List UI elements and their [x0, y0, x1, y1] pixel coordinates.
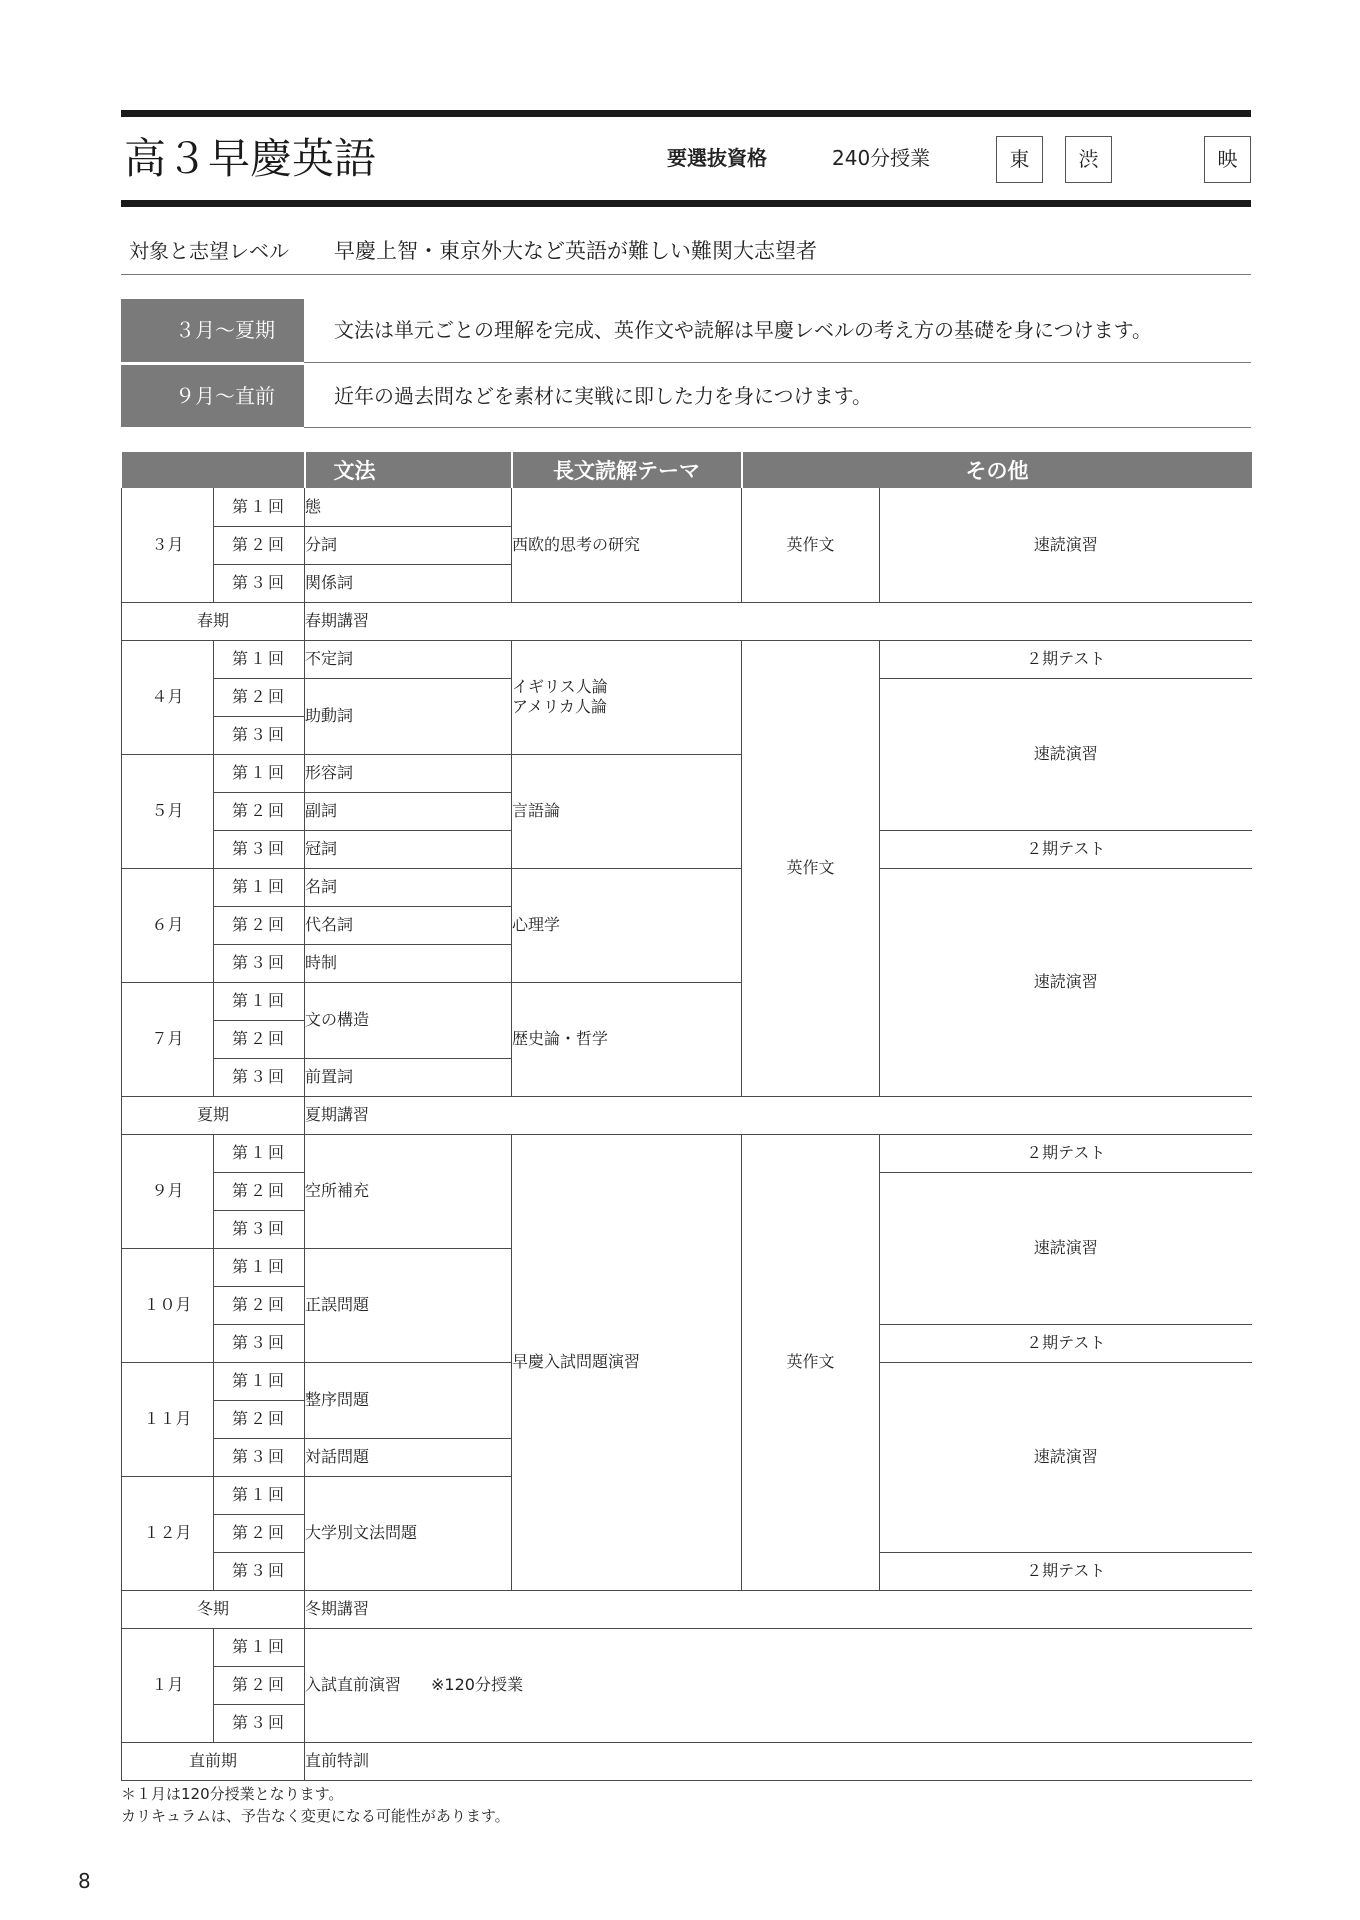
session-cell: 第３回	[214, 944, 305, 982]
composition-cell: 英作文	[742, 1134, 880, 1590]
divider	[304, 427, 1251, 428]
reading-cell: 言語論	[512, 754, 742, 868]
requirement-label: 要選抜資格	[667, 146, 767, 170]
session-cell: 第１回	[214, 1134, 305, 1172]
course-title: 高３早慶英語	[124, 134, 377, 183]
reading-cell	[512, 640, 742, 754]
grammar-cell: 時制	[305, 944, 512, 982]
grammar-cell: 助動詞	[305, 678, 512, 754]
other-cell: ２期テスト	[880, 1324, 1252, 1362]
other-cell: 速読演習	[880, 488, 1252, 602]
footnote: カリキュラムは、予告なく変更になる可能性があります。	[121, 1806, 510, 1825]
title-rule-top	[121, 110, 1251, 117]
grammar-cell: 空所補充	[305, 1134, 512, 1248]
reading-line: イギリス人論	[512, 677, 608, 696]
session-cell: 第２回	[214, 906, 305, 944]
session-cell: 第１回	[214, 1628, 305, 1666]
month-cell: ４月	[122, 640, 214, 754]
header-blank-cell	[122, 452, 305, 488]
other-cell: 速読演習	[880, 868, 1252, 1096]
table-row	[122, 1096, 1252, 1134]
composition-cell: 英作文	[742, 488, 880, 602]
curriculum-table	[121, 452, 1252, 1781]
session-cell: 第１回	[214, 640, 305, 678]
month-cell: ９月	[122, 1134, 214, 1248]
table-row	[122, 1590, 1252, 1628]
grammar-cell: 副詞	[305, 792, 512, 830]
session-cell: 第２回	[214, 1020, 305, 1058]
grammar-cell: 不定詞	[305, 640, 512, 678]
table-row	[122, 1742, 1252, 1780]
session-cell: 第３回	[214, 564, 305, 602]
grammar-cell: 分詞	[305, 526, 512, 564]
month-cell: ５月	[122, 754, 214, 868]
reading-cell: 西欧的思考の研究	[512, 488, 742, 602]
grammar-cell: 正誤問題	[305, 1248, 512, 1362]
session-cell: 第２回	[214, 1400, 305, 1438]
seasonal-course-cell: 春期講習	[305, 602, 1252, 640]
grammar-header: 文法	[305, 452, 512, 488]
seasonal-course-cell: 夏期講習	[305, 1096, 1252, 1134]
divider	[304, 362, 1251, 363]
reading-cell: 歴史論・哲学	[512, 982, 742, 1096]
month-cell: ３月	[122, 488, 214, 602]
other-header: その他	[742, 452, 1252, 488]
reading-header: 長文読解テーマ	[512, 452, 742, 488]
table-header-row	[122, 452, 1252, 488]
table-row	[122, 602, 1252, 640]
grammar-cell: 態	[305, 488, 512, 526]
session-cell: 第１回	[214, 754, 305, 792]
session-cell: 第１回	[214, 982, 305, 1020]
january-note: ※120分授業	[431, 1675, 523, 1694]
session-cell: 第２回	[214, 526, 305, 564]
session-cell: 第３回	[214, 1438, 305, 1476]
other-cell: ２期テスト	[880, 1134, 1252, 1172]
term-cell: 夏期	[122, 1096, 305, 1134]
period-description: 近年の過去問などを素材に実戦に即した力を身につけます。	[334, 384, 872, 408]
session-cell: 第１回	[214, 488, 305, 526]
other-cell: ２期テスト	[880, 1552, 1252, 1590]
seasonal-course-cell: 冬期講習	[305, 1590, 1252, 1628]
month-cell: １月	[122, 1628, 214, 1742]
session-cell: 第１回	[214, 1362, 305, 1400]
other-cell: 速読演習	[880, 1172, 1252, 1324]
table-row	[122, 640, 1252, 678]
footnotes	[121, 1783, 1251, 1827]
grammar-cell: 文の構造	[305, 982, 512, 1058]
campus-badge: 渋	[1065, 136, 1112, 183]
session-cell: 第１回	[214, 1476, 305, 1514]
other-cell: 速読演習	[880, 678, 1252, 830]
session-cell: 第２回	[214, 678, 305, 716]
grammar-cell: 大学別文法問題	[305, 1476, 512, 1590]
table-row	[122, 488, 1252, 526]
term-cell: 春期	[122, 602, 305, 640]
session-cell: 第３回	[214, 1704, 305, 1742]
month-cell: ７月	[122, 982, 214, 1096]
footnote: ＊１月は120分授業となります。	[121, 1784, 344, 1803]
table-row	[122, 1628, 1252, 1666]
session-cell: 第３回	[214, 1552, 305, 1590]
table-row	[122, 1134, 1252, 1172]
month-cell: １２月	[122, 1476, 214, 1590]
grammar-cell: 名詞	[305, 868, 512, 906]
term-cell: 冬期	[122, 1590, 305, 1628]
campus-badge: 東	[996, 136, 1043, 183]
session-cell: 第１回	[214, 868, 305, 906]
grammar-cell: 整序問題	[305, 1362, 512, 1438]
other-cell: ２期テスト	[880, 640, 1252, 678]
term-cell: 直前期	[122, 1742, 305, 1780]
session-cell: 第３回	[214, 1058, 305, 1096]
grammar-cell: 冠詞	[305, 830, 512, 868]
period-label: ９月〜直前	[121, 365, 304, 427]
session-cell: 第３回	[214, 830, 305, 868]
period-label: ３月〜夏期	[121, 299, 304, 362]
seasonal-course-cell: 直前特訓	[305, 1742, 1252, 1780]
session-cell: 第３回	[214, 1210, 305, 1248]
session-cell: 第２回	[214, 1172, 305, 1210]
session-cell: 第２回	[214, 1286, 305, 1324]
target-value: 早慶上智・東京外大など英語が難しい難関大志望者	[334, 239, 817, 263]
session-cell: 第２回	[214, 1666, 305, 1704]
duration-label: 240分授業	[832, 146, 931, 170]
reading-line: アメリカ人論	[512, 697, 607, 716]
title-rule-bottom	[121, 200, 1251, 207]
session-cell: 第３回	[214, 716, 305, 754]
month-cell: １０月	[122, 1248, 214, 1362]
january-course: 入試直前演習	[305, 1675, 402, 1694]
composition-cell: 英作文	[742, 640, 880, 1096]
grammar-cell: 形容詞	[305, 754, 512, 792]
campus-badge: 映	[1204, 136, 1251, 183]
period-description: 文法は単元ごとの理解を完成、英作文や読解は早慶レベルの考え方の基礎を身につけます。	[334, 318, 1152, 342]
month-cell: ６月	[122, 868, 214, 982]
target-label: 対象と志望レベル	[129, 239, 289, 263]
grammar-cell: 前置詞	[305, 1058, 512, 1096]
other-cell: ２期テスト	[880, 830, 1252, 868]
month-cell: １１月	[122, 1362, 214, 1476]
session-cell: 第３回	[214, 1324, 305, 1362]
table-row	[122, 868, 1252, 906]
divider	[121, 274, 1251, 275]
grammar-cell: 代名詞	[305, 906, 512, 944]
session-cell: 第１回	[214, 1248, 305, 1286]
january-course-cell	[305, 1628, 1252, 1742]
grammar-cell: 対話問題	[305, 1438, 512, 1476]
page-number: 8	[78, 1869, 91, 1893]
reading-cell: 早慶入試問題演習	[512, 1134, 742, 1590]
session-cell: 第２回	[214, 1514, 305, 1552]
reading-cell: 心理学	[512, 868, 742, 982]
other-cell: 速読演習	[880, 1362, 1252, 1552]
session-cell: 第２回	[214, 792, 305, 830]
curriculum-section	[121, 452, 1251, 1827]
grammar-cell: 関係詞	[305, 564, 512, 602]
